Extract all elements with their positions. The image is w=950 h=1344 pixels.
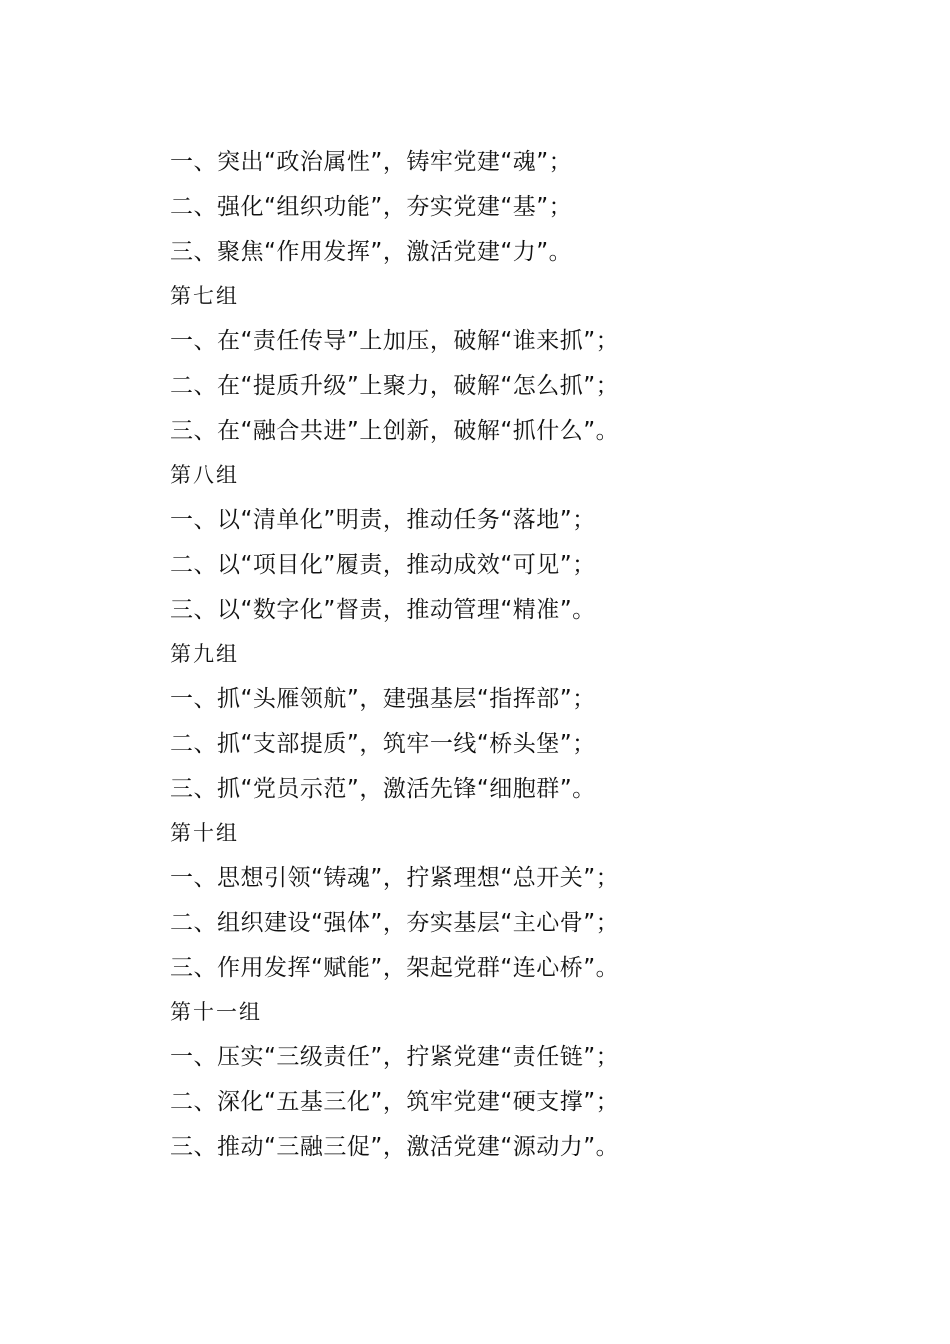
document-body (170, 140, 730, 1169)
list-item: 二、组织建设“强体”，夯实基层“主心骨”； (170, 909, 620, 936)
group-heading: 第十组 (170, 821, 239, 846)
list-item: 一、突出“政治属性”，铸牢党建“魂”； (170, 149, 573, 175)
list-item: 一、压实“三级责任”，拧紧党建“责任链”； (170, 1044, 620, 1070)
group-heading: 第九组 (170, 642, 239, 667)
group-heading: 第七组 (170, 284, 239, 309)
list-item: 二、抓“支部提质”，筑牢一线“桥头堡”； (170, 730, 596, 757)
group-heading: 第十一组 (170, 1000, 262, 1025)
list-item: 三、以“数字化”督责，推动管理“精准”。 (170, 596, 596, 623)
list-item: 一、以“清单化”明责，推动任务“落地”； (170, 507, 596, 533)
list-item: 三、在“融合共进”上创新，破解“抓什么”。 (170, 417, 620, 444)
group-heading: 第八组 (170, 463, 239, 488)
list-item: 二、强化“组织功能”，夯实党建“基”； (170, 193, 573, 220)
list-item: 一、思想引领“铸魂”，拧紧理想“总开关”； (170, 865, 620, 891)
list-item: 三、聚焦“作用发挥”，激活党建“力”。 (170, 238, 573, 265)
list-item: 二、在“提质升级”上聚力，破解“怎么抓”； (170, 372, 620, 399)
list-item: 一、抓“头雁领航”，建强基层“指挥部”； (170, 686, 596, 712)
list-item: 三、推动“三融三促”，激活党建“源动力”。 (170, 1133, 620, 1160)
list-item: 二、以“项目化”履责，推动成效“可见”； (170, 551, 596, 578)
list-item: 三、作用发挥“赋能”，架起党群“连心桥”。 (170, 954, 620, 981)
list-item: 三、抓“党员示范”，激活先锋“细胞群”。 (170, 775, 596, 802)
list-item: 二、深化“五基三化”，筑牢党建“硬支撑”； (170, 1088, 620, 1115)
list-item: 一、在“责任传导”上加压，破解“谁来抓”； (170, 328, 620, 354)
